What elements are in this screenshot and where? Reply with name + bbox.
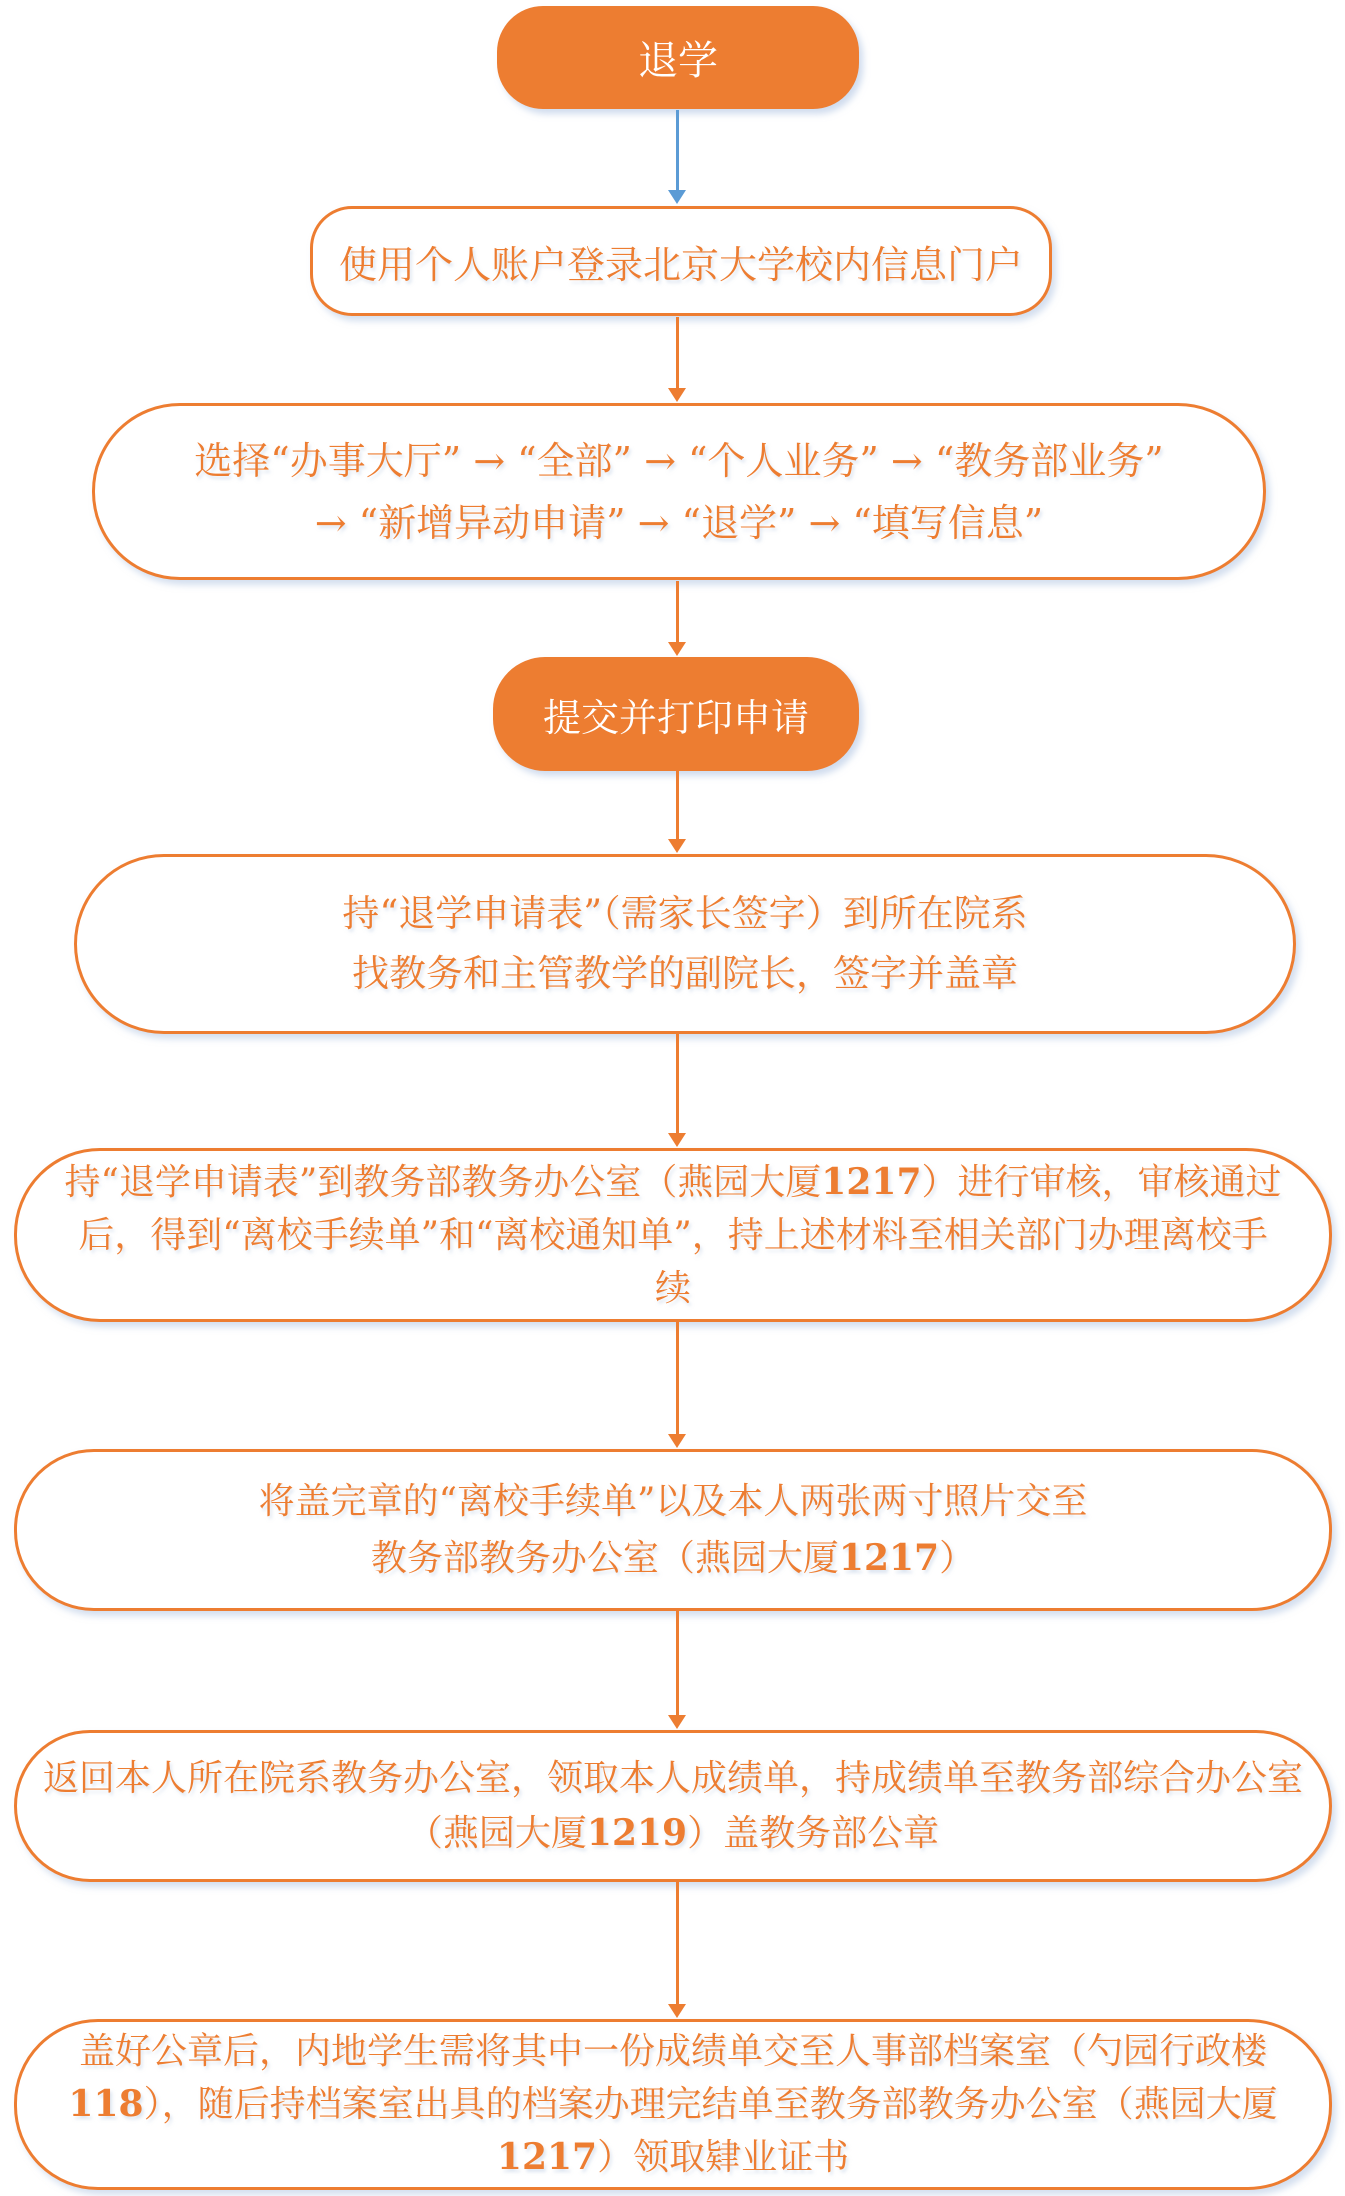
node-text-line: 使用个人账户登录北京大学校内信息门户 (338, 242, 1023, 287)
arrow-shaft (676, 771, 679, 840)
arrow-shaft (676, 110, 679, 191)
node-text-line: （燕园大厦1219）盖教务部公章 (406, 1812, 940, 1854)
node-text-line: 将盖完章的“离校手续单”以及本人两张两寸照片交至 (258, 1480, 1088, 1522)
node-text-line: 后，得到“离校手续单”和“离校通知单”，持上述材料至相关部门办理离校手 (78, 1214, 1268, 1256)
arrow-down-icon (668, 1715, 686, 1729)
node-text-line: 教务部教务办公室（燕园大厦1217） (370, 1536, 976, 1579)
arrow-down-icon (668, 642, 686, 656)
arrow-shaft (676, 317, 679, 389)
arrow-down-icon (668, 190, 686, 204)
flow-node-archive-certificate (14, 2019, 1332, 2190)
arrow-shaft (676, 1034, 679, 1134)
flow-node-transcript-seal (14, 1730, 1332, 1882)
node-text-line: 返回本人所在院系教务办公室，领取本人成绩单，持成绩单至教务部综合办公室 (42, 1758, 1303, 1799)
node-text-line: 持“退学申请表”到教务部教务办公室（燕园大厦1217）进行审核，审核通过 (64, 1160, 1282, 1203)
flow-node-login-portal (310, 206, 1052, 316)
arrow-down-icon (668, 1133, 686, 1147)
node-text-line: 选择“办事大厅” → “全部” → “个人业务” → “教务部业务” (194, 438, 1164, 483)
node-text-line: 提交并打印申请 (542, 695, 809, 740)
node-text-line: 118），随后持档案室出具的档案办理完结单至教务部教务办公室（燕园大厦 (68, 2082, 1278, 2125)
flow-node-office-audit (14, 1148, 1332, 1322)
node-text-line: → “新增异动申请” → “退学” → “填写信息” (314, 500, 1044, 545)
flow-node-submit-photos (14, 1449, 1332, 1611)
node-text-line: 盖好公章后，内地学生需将其中一份成绩单交至人事部档案室（勺园行政楼 (78, 2030, 1267, 2072)
arrow-down-icon (668, 388, 686, 402)
node-text-line: 找教务和主管教学的副院长，签字并盖章 (352, 952, 1018, 995)
flow-node-department-signature (74, 854, 1296, 1034)
flow-node-submit-print (493, 657, 859, 771)
arrow-shaft (676, 581, 679, 643)
arrow-shaft (676, 1322, 679, 1435)
arrow-down-icon (668, 2004, 686, 2018)
arrow-shaft (676, 1882, 679, 2005)
node-text-line: 1217）领取肄业证书 (496, 2135, 850, 2178)
node-text-line: 持“退学申请表”（需家长签字）到所在院系 (342, 892, 1028, 935)
arrow-down-icon (668, 1434, 686, 1448)
node-text-line: 退学 (638, 38, 718, 84)
node-text-line: 续 (654, 1267, 691, 1309)
flow-node-navigate-menu (92, 403, 1266, 580)
flow-node-start (497, 6, 859, 109)
arrow-shaft (676, 1611, 679, 1716)
arrow-down-icon (668, 839, 686, 853)
